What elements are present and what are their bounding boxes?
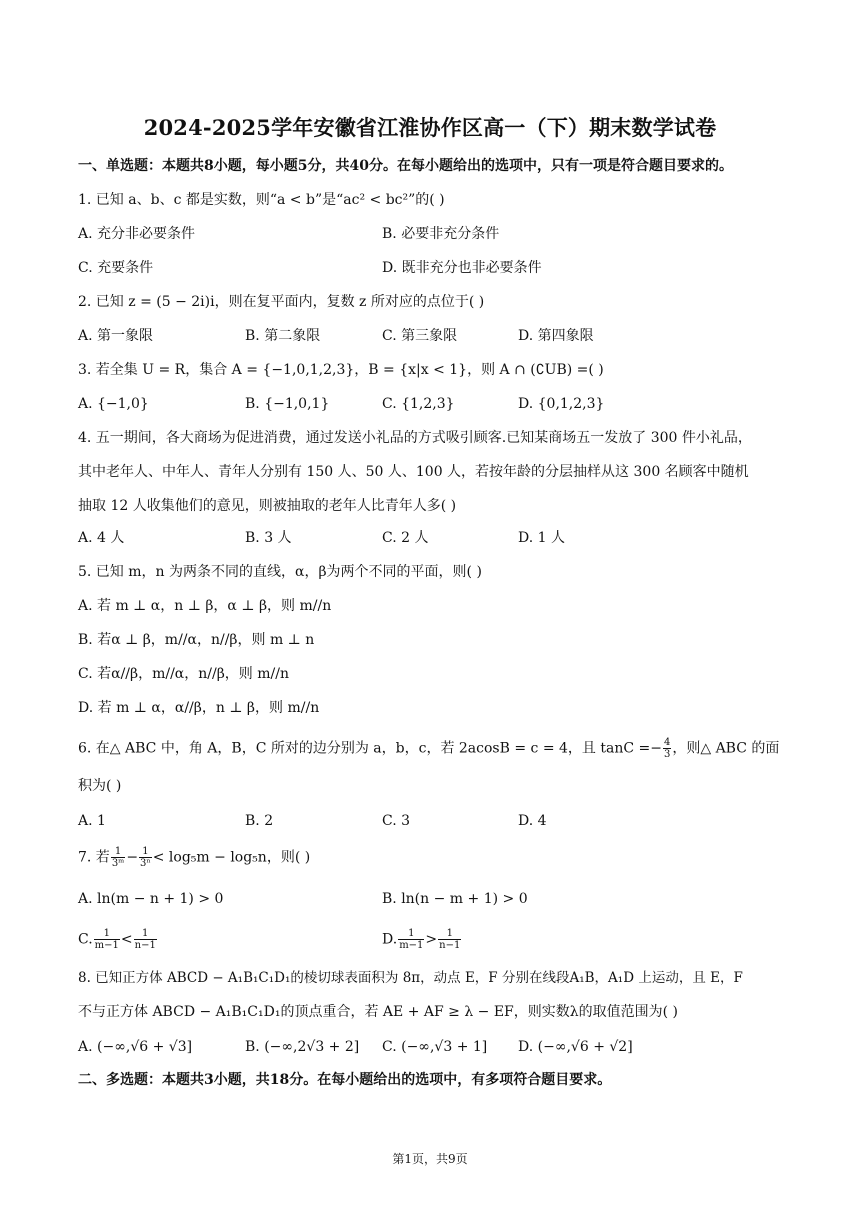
question-1-option-d: D. 既非充分也非必要条件 xyxy=(382,260,542,276)
page-title: 2024-2025学年安徽省江淮协作区高一（下）期末数学试卷 xyxy=(143,115,717,140)
question-2-option-b: B. 第二象限 xyxy=(245,328,321,344)
question-5-stem: 5. 已知 m，n 为两条不同的直线，α，β为两个不同的平面，则( ) xyxy=(78,564,482,580)
page-footer: 第1页，共9页 xyxy=(392,1152,468,1166)
question-1-option-b: B. 必要非充分条件 xyxy=(382,226,500,242)
question-5-option-b: B. 若α ⊥ β，m//α，n//β，则 m ⊥ n xyxy=(78,632,315,648)
question-7-stem: 7. 若 $\frac{1}{\text{3ᵐ}}$ − $\frac{1}{\text{3ⁿ}}$ < log₅m − log₅n，则( ) xyxy=(78,846,311,869)
question-6-part-1: 6. 在△ ABC 中，角 A，B，C 所对的边分别为 a，b，c，若 2acosB = c = 4，且 tanC =− xyxy=(78,740,662,757)
question-7-option-d: D. $\frac{1}{m-1}$ > $\frac{1}{n-1}$ xyxy=(382,928,461,951)
question-6-line-1 xyxy=(78,737,779,760)
question-7-option-b: B. ln(n − m + 1) > 0 xyxy=(382,891,528,907)
question-3-option-d: D. {0,1,2,3} xyxy=(518,396,605,412)
question-4-option-a: A. 4 人 xyxy=(78,530,125,546)
question-3-option-b: B. {−1,0,1} xyxy=(245,396,330,412)
question-7-fraction-2: $\frac{1}{\text{3ⁿ}}$ xyxy=(140,846,151,869)
question-6-part-2: ，则△ ABC 的面 xyxy=(672,740,780,757)
question-5-option-c: C. 若α//β，m//α，n//β，则 m//n xyxy=(78,666,289,682)
question-2-option-a: A. 第一象限 xyxy=(78,328,154,344)
question-8-line-2: 不与正方体 ABCD − A₁B₁C₁D₁的顶点重合，若 AE + AF ≥ λ − EF，则实数λ的取值范围为( ) xyxy=(78,1004,679,1020)
question-6-option-b: B. 2 xyxy=(245,813,274,829)
question-4-line-3: 抽取 12 人收集他们的意见，则被抽取的老年人比青年人多( ) xyxy=(78,498,457,514)
question-4-option-c: C. 2 人 xyxy=(382,530,429,546)
question-1-option-c: C. 充要条件 xyxy=(78,260,154,276)
question-1-stem: 1. 已知 a、b、c 都是实数，则“a < b”是“ac² < bc²”的( ) xyxy=(78,192,445,208)
question-3-option-c: C. {1,2,3} xyxy=(382,396,455,412)
question-3-stem: 3. 若全集 U = R，集合 A = {−1,0,1,2,3}，B = {x|x < 1}，则 A ∩ (∁UB) =( ) xyxy=(78,362,604,378)
question-5-option-a: A. 若 m ⊥ α，n ⊥ β，α ⊥ β，则 m//n xyxy=(78,598,332,614)
question-8-option-c: C. (−∞,√3 + 1] xyxy=(382,1039,488,1055)
question-6-option-a: A. 1 xyxy=(78,813,106,829)
question-2-option-c: C. 第三象限 xyxy=(382,328,458,344)
section-heading-multiple-choice: 二、多选题：本题共3小题，共18分。在每小题给出的选项中，有多项符合题目要求。 xyxy=(78,1072,612,1088)
question-8-option-b: B. (−∞,2√3 + 2] xyxy=(245,1039,360,1055)
question-8-line-1: 8. 已知正方体 ABCD − A₁B₁C₁D₁的棱切球表面积为 8π，动点 E，F 分别在线段A₁B，A₁D 上运动，且 E，F xyxy=(78,970,743,986)
question-7-option-a: A. ln(m − n + 1) > 0 xyxy=(78,891,224,907)
question-4-option-d: D. 1 人 xyxy=(518,530,565,546)
question-4-line-2: 其中老年人、中年人、青年人分别有 150 人、50 人、100 人，若按年龄的分层抽样从这 300 名顾客中随机 xyxy=(78,464,749,480)
question-1-option-a: A. 充分非必要条件 xyxy=(78,226,196,242)
question-7-fraction-1: $\frac{1}{\text{3ᵐ}}$ xyxy=(111,846,125,869)
question-3-option-a: A. {−1,0} xyxy=(78,396,149,412)
question-6-fraction: $\frac{4}{3}$ xyxy=(663,737,671,760)
question-7-option-c: C. $\frac{1}{m-1}$ < $\frac{1}{n-1}$ xyxy=(78,928,156,951)
question-8-option-d: D. (−∞,√6 + √2] xyxy=(518,1039,633,1055)
question-6-option-d: D. 4 xyxy=(518,813,547,829)
question-6-option-c: C. 3 xyxy=(382,813,411,829)
question-6-line-2: 积为( ) xyxy=(78,778,122,794)
question-2-stem: 2. 已知 z = (5 − 2i)i，则在复平面内，复数 z 所对应的点位于( ) xyxy=(78,294,485,310)
question-4-line-1: 4. 五一期间，各大商场为促进消费，通过发送小礼品的方式吸引顾客.已知某商场五一发放了 300 件小礼品， xyxy=(78,430,752,446)
question-2-option-d: D. 第四象限 xyxy=(518,328,594,344)
question-4-option-b: B. 3 人 xyxy=(245,530,292,546)
question-8-option-a: A. (−∞,√6 + √3] xyxy=(78,1039,193,1055)
question-5-option-d: D. 若 m ⊥ α，α//β，n ⊥ β，则 m//n xyxy=(78,700,320,716)
section-heading-single-choice: 一、单选题：本题共8小题，每小题5分，共40分。在每小题给出的选项中，只有一项是符合题目要求的。 xyxy=(78,158,733,174)
